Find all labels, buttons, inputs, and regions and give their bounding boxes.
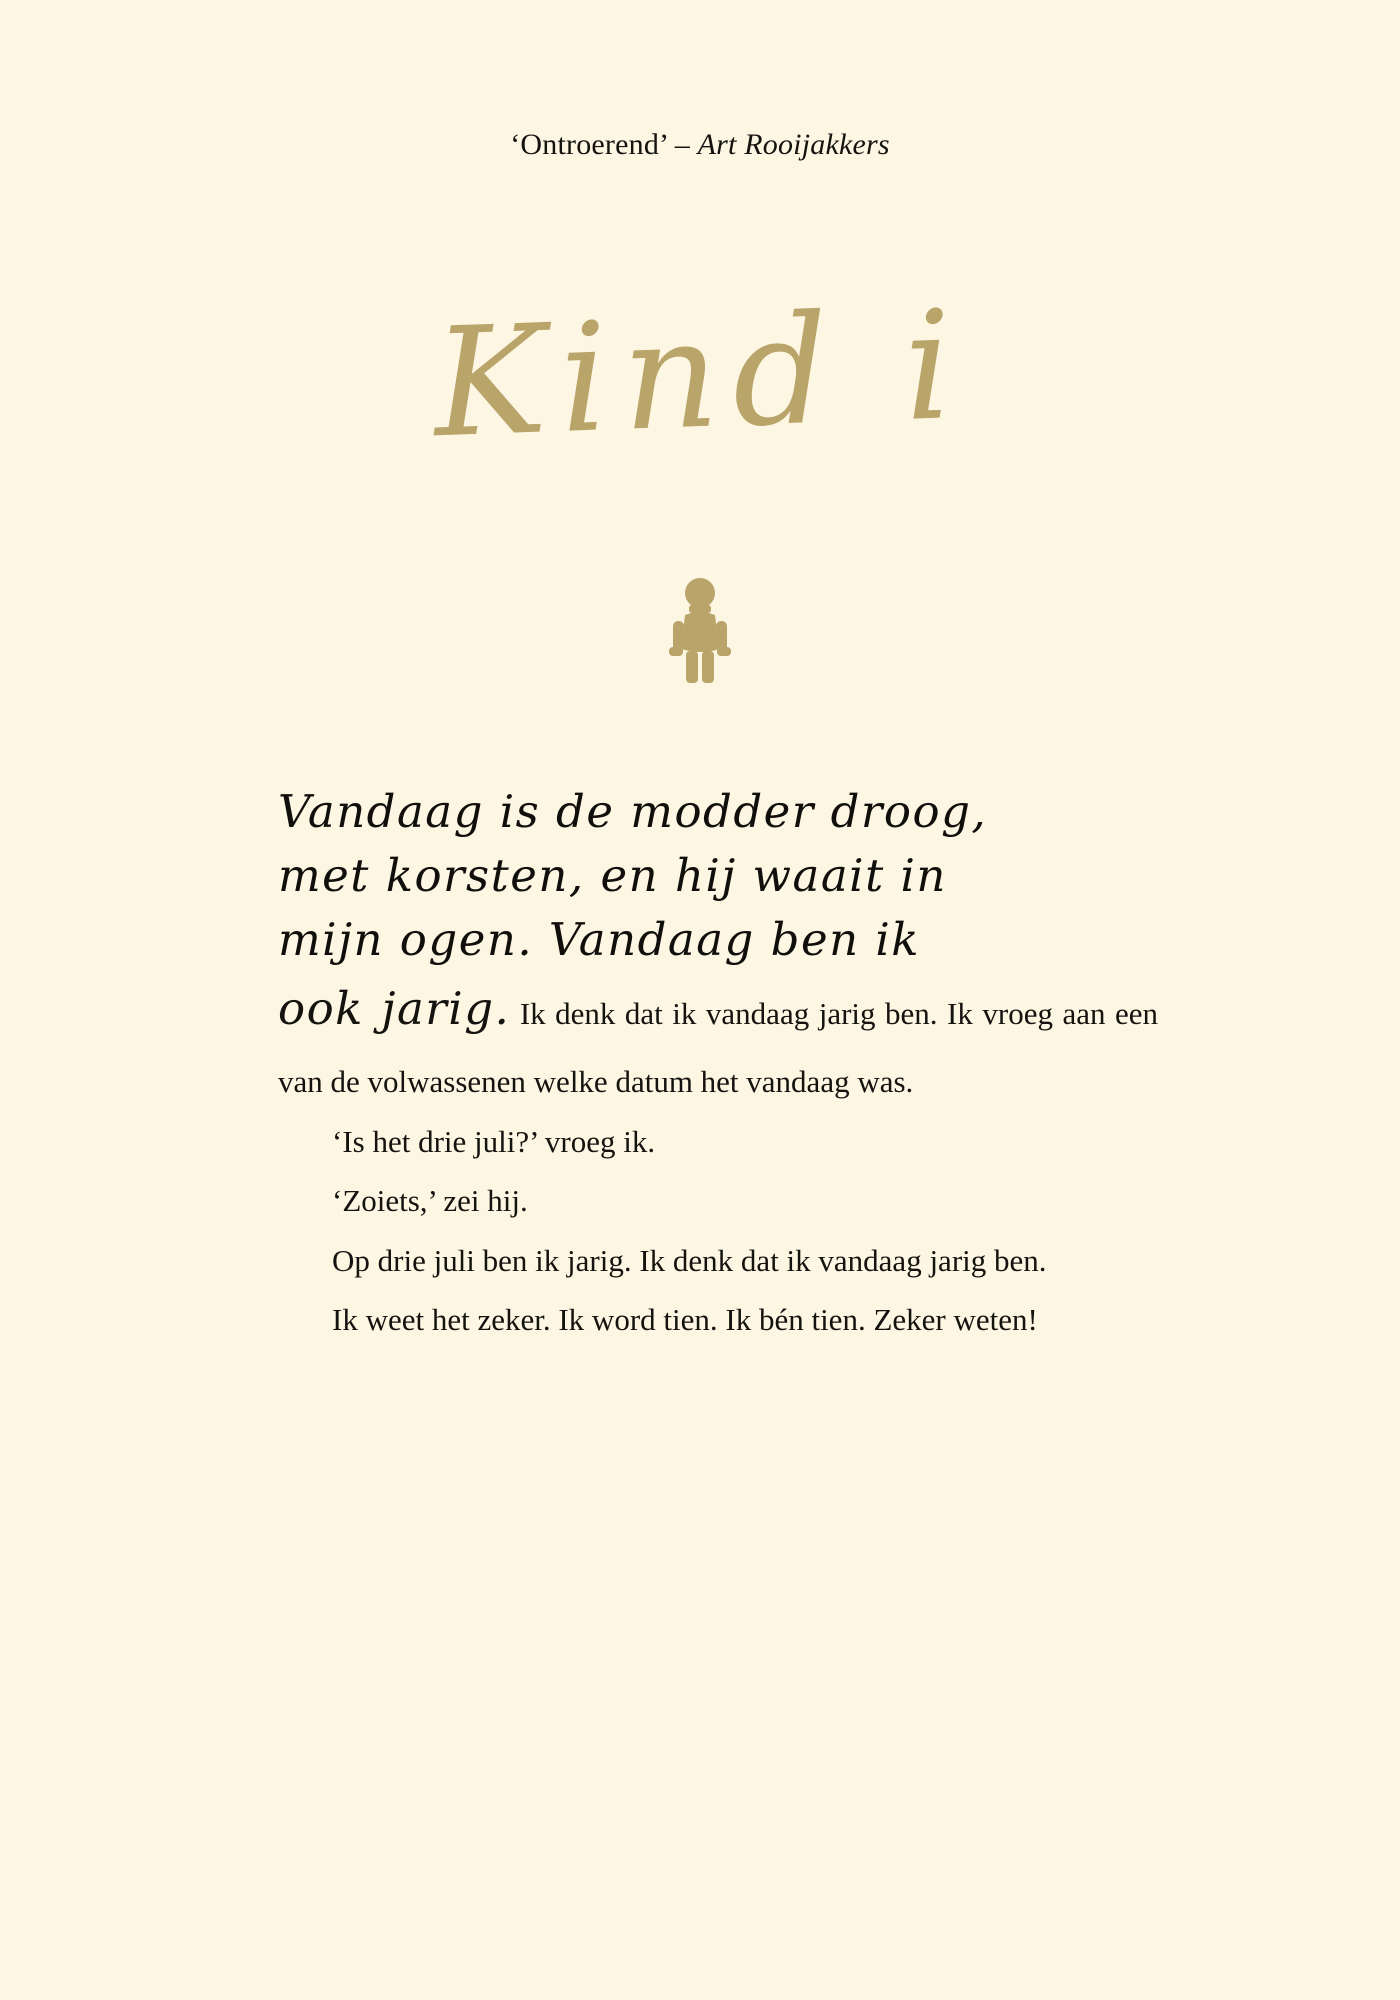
blurb-quote: ‘Ontroerend’ [510,128,667,161]
paragraph: ‘Zoiets,’ zei hij. [332,1183,528,1219]
handwritten-line: met korsten, en hij waait in [278,848,947,902]
endorsement-blurb [0,128,1400,162]
chapter-body [278,780,1158,1350]
blurb-dash: – [674,128,690,161]
chapter-title: Kind i [430,278,970,472]
first-paragraph-text: Ik denk dat ik vandaag jarig ben. Ik vroeg aan een van de volwassenen welke datum het vandaag was. [278,995,1158,1100]
handwritten-line: Vandaag is de modder droog, [278,785,988,838]
first-paragraph [278,966,1158,1112]
paragraph: ‘Is het drie juli?’ vroeg ik. [332,1123,656,1159]
blurb-author: Art Rooijakkers [697,128,890,161]
chapter-ornament [0,575,1400,695]
handwritten-line-last: ook jarig. [278,981,511,1035]
paragraph: Ik weet het zeker. Ik word tien. Ik bén tien. Zeker weten! [332,1302,1038,1338]
handwritten-opening [278,780,1158,972]
child-figure-icon [665,575,735,695]
handwritten-line: mijn ogen. Vandaag ben ik [278,912,921,966]
paragraph: Op drie juli ben ik jarig. Ik denk dat ik vandaag jarig ben. [332,1242,1047,1278]
